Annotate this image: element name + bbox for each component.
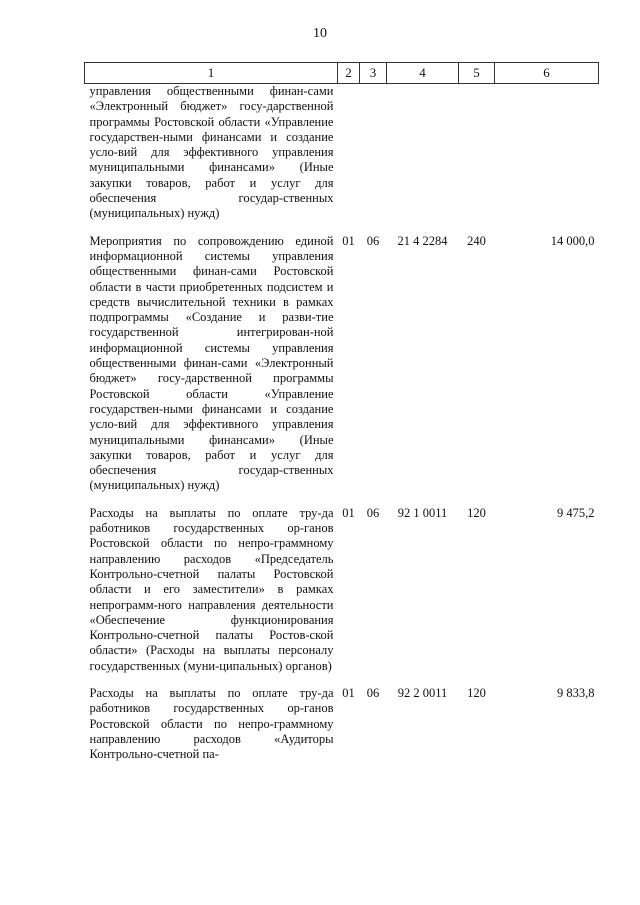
row-amount	[495, 84, 599, 234]
row-amount: 9 475,2	[557, 505, 595, 520]
row-target-article: 92 2 0011	[397, 685, 448, 700]
row-section: 01	[342, 505, 355, 520]
column-header-5: 5	[459, 63, 495, 84]
page-number: 10	[313, 26, 327, 41]
row-section: 01	[342, 233, 355, 248]
row-expense-type: 120	[467, 505, 486, 520]
row-section	[338, 84, 360, 234]
row-target-article: 21 4 2284	[397, 233, 448, 248]
row-subsection: 06	[366, 233, 380, 248]
row-description: Расходы на выплаты по оплате тру-да работников государственных ор-ганов Ростовской области по непро-граммному направлению расходов «Председатель Контрольно-счетной палаты Ростовской области и его заместители» в рамках непрограмм-ного направления деятельности «Обеспечение функционирования Контрольно-счетной палаты Ростов-ской области» (Расходы на выплаты персоналу государственных (муни-ципальных) органов)	[89, 505, 334, 673]
table-row	[85, 234, 599, 506]
row-subsection: 06	[366, 685, 380, 700]
budget-table	[84, 62, 599, 762]
row-target-article	[387, 84, 459, 234]
row-description: Расходы на выплаты по оплате тру-да работников государственных ор-ганов Ростовской области по непро-граммному направлению расходов «Аудиторы Контрольно-счетной па-	[89, 685, 334, 762]
column-header-6: 6	[495, 63, 599, 84]
column-header-2: 2	[338, 63, 360, 84]
row-subsection: 06	[366, 505, 380, 520]
row-target-article: 92 1 0011	[397, 505, 448, 520]
row-description: управления общественными финан-сами «Электронный бюджет» госу-дарственной программы Ростовской области «Управление государствен-ными финансами и создание усло-вий для эффективного управления муниципальными финансами» (Иные закупки товаров, работ и услуг для обеспечения государ-ственных (муниципальных) нужд)	[89, 84, 334, 221]
table-row	[85, 84, 599, 234]
row-expense-type: 120	[467, 685, 486, 700]
table-row	[85, 506, 599, 686]
column-header-1: 1	[85, 63, 338, 84]
row-expense-type: 240	[467, 233, 486, 248]
row-description: Мероприятия по сопровождению единой информационной системы управления общественными финан-сами Ростовской области в части приобретенных подсистем и средств вычислительной техники в рамках подпрограммы «Создание и разви-тие государственной интегрирован-ной информационной системы управления общественными финан-сами «Электронный бюджет» госу-дарственной программы Ростовской области «Управление государствен-ными финансами и создание усло-вий для эффективного управления муниципальными финансами» (Иные закупки товаров, работ и услуг для обеспечения государ-ственных (муниципальных) нужд)	[89, 233, 334, 493]
row-subsection	[360, 84, 387, 234]
column-header-3: 3	[360, 63, 387, 84]
row-amount: 9 833,8	[557, 685, 595, 700]
row-section: 01	[342, 685, 355, 700]
table-header-row	[85, 63, 599, 84]
row-expense-type	[459, 84, 495, 234]
table-row	[85, 686, 599, 762]
column-header-4: 4	[387, 63, 459, 84]
row-amount: 14 000,0	[550, 233, 595, 248]
